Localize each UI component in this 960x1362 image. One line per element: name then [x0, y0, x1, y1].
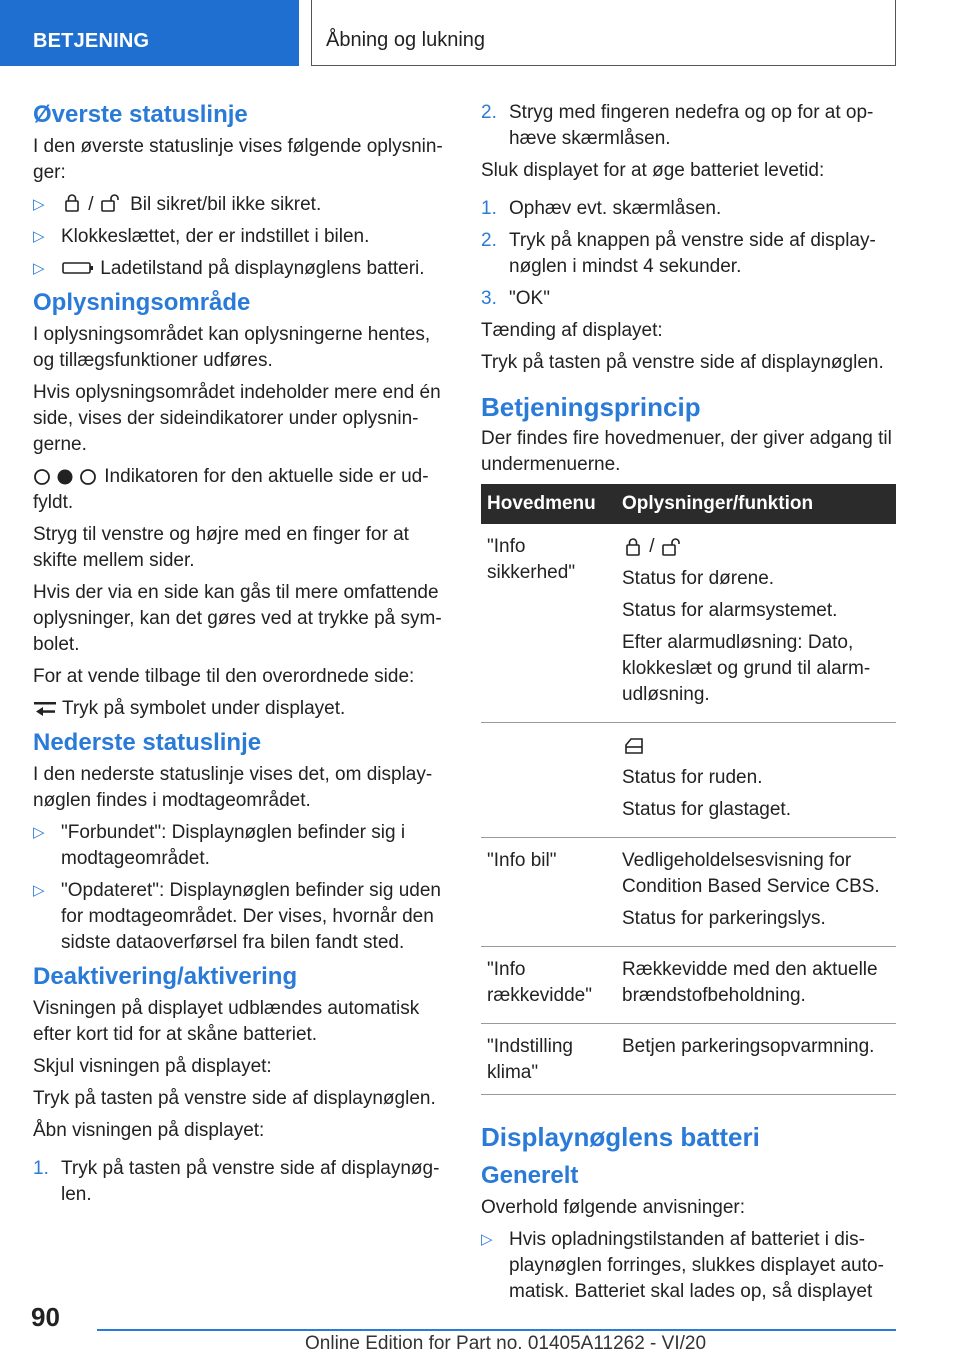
step-number: 3. [481, 288, 497, 309]
paragraph: I oplysningsområdet kan oplysningerne hentes, og tillægsfunktioner udføres. [33, 324, 431, 371]
unlocked-icon [660, 536, 686, 558]
page-number: 90 [31, 1302, 60, 1332]
list-item-text: "Forbundet": Displaynøglen befinder sig i modtageområdet. [61, 822, 406, 869]
step-number: 1. [481, 198, 497, 219]
table-row [481, 524, 896, 723]
locked-icon [61, 192, 83, 214]
menu-table [481, 484, 896, 1095]
table-cell [616, 947, 896, 1024]
cell-text: Efter alarmudløsning: Dato, klokkeslæt og grund til alarm-udløsning. [622, 632, 871, 705]
step-number: 2. [481, 230, 497, 251]
section-tab [0, 0, 299, 66]
list-item [33, 192, 446, 218]
list-item [33, 878, 446, 956]
step-text: Tryk på tasten på venstre side af displaynøg-len. [61, 1158, 440, 1205]
heading-bottom-statusbar: Nederste statuslinje [33, 729, 262, 756]
cell-text: Status for parkeringslys. [622, 908, 826, 929]
heading-info-area: Oplysningsområde [33, 289, 251, 316]
icon-line [622, 534, 890, 560]
cell-text: Status for glastaget. [622, 799, 791, 820]
cell-text: Betjen parkeringsopvarmning. [622, 1036, 875, 1057]
step-text: Tryk på knappen på venstre side af display-nøglen i mindst 4 sekunder. [509, 230, 876, 277]
triangle-bullet-icon: ▷ [33, 260, 45, 277]
step-number: 1. [33, 1158, 49, 1179]
triangle-bullet-icon: ▷ [33, 228, 45, 245]
numbered-step [481, 286, 896, 312]
table-row [481, 947, 896, 1024]
paragraph [33, 696, 446, 722]
table-header-cell: Hovedmenu [481, 484, 616, 524]
paragraph: I den nederste statuslinje vises det, om display-nøglen findes i modtageområdet. [33, 764, 433, 811]
step-number: 2. [481, 102, 497, 123]
table-cell [481, 723, 616, 838]
section-label: BETJENING [33, 30, 150, 52]
back-arrow-icon [33, 700, 57, 718]
list-item [481, 1227, 896, 1305]
paragraph: Hvis der via en side kan gås til mere omfattende oplysninger, kan det gøres ved at trykke på sym-bolet. [33, 582, 442, 655]
list-item-text: "Opdateret": Displaynøglen befinder sig uden for modtageområdet. Der vises, hvornår den sidste dataoverførsel fra bilen fandt sted. [61, 880, 441, 953]
table-cell: "Indstilling klima" [481, 1024, 616, 1095]
slash-separator: / [88, 194, 94, 215]
left-column [33, 100, 446, 1214]
table-cell [616, 723, 896, 838]
triangle-bullet-icon: ▷ [33, 882, 45, 899]
list-item [33, 224, 446, 250]
numbered-step [481, 196, 896, 222]
window-icon [622, 735, 648, 757]
chapter-tab [311, 0, 896, 66]
page-indicator-icon [33, 467, 99, 487]
paragraph-text: Indikatoren for den aktuelle side er ud-fyldt. [33, 466, 429, 513]
cell-text: Vedligeholdelsesvisning for Condition Based Service CBS. [622, 850, 880, 897]
icon-line [622, 733, 890, 759]
battery-icon [61, 258, 95, 278]
heading-general: Generelt [481, 1162, 579, 1189]
slash-separator: / [649, 536, 655, 557]
triangle-bullet-icon: ▷ [33, 824, 45, 841]
chapter-label: Åbning og lukning [326, 29, 486, 51]
list-item-text: Bil sikret/bil ikke sikret. [130, 194, 322, 215]
triangle-bullet-icon: ▷ [481, 1231, 493, 1248]
cell-text: Rækkevidde med den aktuelle brændstofbeholdning. [622, 959, 878, 1006]
paragraph: Skjul visningen på displayet: [33, 1056, 272, 1077]
table-cell: "Info bil" [481, 838, 616, 947]
table-row [481, 838, 896, 947]
paragraph: Tryk på tasten på venstre side af displaynøglen. [481, 352, 884, 373]
table-cell [616, 1024, 896, 1095]
heading-deactivation: Deaktivering/aktivering [33, 963, 298, 990]
heading-top-statusbar: Øverste statuslinje [33, 101, 248, 128]
paragraph: For at vende tilbage til den overordnede side: [33, 666, 415, 687]
cell-text: Status for ruden. [622, 767, 763, 788]
table-cell [616, 838, 896, 947]
paragraph: I den øverste statuslinje vises følgende oplysnin-ger: [33, 136, 443, 183]
table-row [481, 1024, 896, 1095]
cell-text: Status for alarmsystemet. [622, 600, 838, 621]
table-header-cell: Oplysninger/funktion [616, 484, 896, 524]
heading-operating-principle: Betjeningsprincip [481, 392, 701, 422]
list-item-text: Hvis opladningstilstanden af batteriet i dis-playnøglen forringes, slukkes displayet auto-matisk. Batteriet skal lades op, så displayet [509, 1229, 884, 1302]
right-column [481, 100, 896, 1311]
numbered-step [481, 228, 896, 280]
paragraph: Hvis oplysningsområdet indeholder mere end én side, vises der sideindikatorer under oplysnin-gerne. [33, 382, 441, 455]
step-text: Ophæv evt. skærmlåsen. [509, 198, 722, 219]
list-item [33, 820, 446, 872]
paragraph: Tænding af displayet: [481, 320, 663, 341]
list-item-text: Klokkeslættet, der er indstillet i bilen. [61, 226, 370, 247]
paragraph: Tryk på tasten på venstre side af displaynøglen. [33, 1088, 436, 1109]
step-text: "OK" [509, 288, 550, 309]
triangle-bullet-icon: ▷ [33, 196, 45, 213]
table-cell: "Info rækkevidde" [481, 947, 616, 1024]
heading-key-battery: Displaynøglens batteri [481, 1122, 760, 1152]
table-row [481, 723, 896, 838]
table-cell: "Info sikkerhed" [481, 524, 616, 723]
paragraph [33, 464, 446, 516]
unlocked-icon [99, 192, 125, 214]
table-cell [616, 524, 896, 723]
step-text: Stryg med fingeren nedefra og op for at op-hæve skærmlåsen. [509, 102, 874, 149]
table-header-row [481, 484, 896, 524]
paragraph: Overhold følgende anvisninger: [481, 1197, 746, 1218]
list-item-text: Ladetilstand på displaynøglens batteri. [100, 258, 425, 279]
numbered-step [33, 1156, 446, 1208]
paragraph: Visningen på displayet udblændes automatisk efter kort tid for at skåne batteriet. [33, 998, 420, 1045]
footer-edition: Online Edition for Part no. 01405A11262 - VI/20 [305, 1333, 707, 1354]
list-item [33, 256, 446, 282]
paragraph: Stryg til venstre og højre med en finger for at skifte mellem sider. [33, 524, 409, 571]
paragraph: Der findes fire hovedmenuer, der giver adgang til undermenuerne. [481, 428, 892, 475]
paragraph: Åbn visningen på displayet: [33, 1120, 265, 1141]
numbered-step [481, 100, 896, 152]
paragraph: Sluk displayet for at øge batteriet levetid: [481, 160, 825, 181]
locked-icon [622, 536, 644, 558]
cell-text: Status for dørene. [622, 568, 775, 589]
footer-divider [97, 1329, 896, 1331]
paragraph-text: Tryk på symbolet under displayet. [61, 698, 346, 719]
